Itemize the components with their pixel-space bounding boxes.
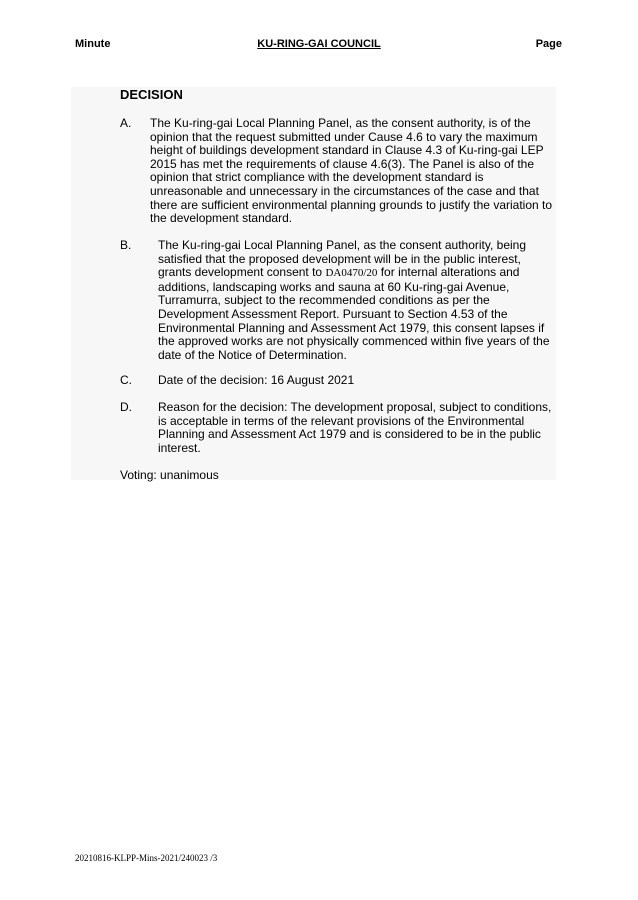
item-letter: A. xyxy=(120,116,132,130)
item-text: Reason for the decision: The development proposal, subject to conditions, is acceptable in terms of the relevant provisions of the Environmental Planning and Assessment Act 1979 and is considered to be in the public interest. xyxy=(158,400,552,455)
item-text-part: for internal alterations and additions, landscaping works and sauna at 60 Ku-ring-gai Avenue, Turramurra, subject to the recommended conditions as per the Development Assessment Report. Pursuant to Section 4.53 of the Environmental Planning and Assessment Act 1979, this consent lapses if the approved works are not physically commenced within five years of the date of the Notice of Determination. xyxy=(158,265,550,362)
document-reference: 20210816-KLPP-Mins-2021/240023 /3 xyxy=(75,853,218,863)
decision-heading: DECISION xyxy=(120,87,183,102)
item-text: Date of the decision: 16 August 2021 xyxy=(158,373,355,387)
item-letter: B. xyxy=(120,238,132,252)
header-minute-label: Minute xyxy=(75,38,111,50)
voting-result: Voting: unanimous xyxy=(120,468,219,482)
header-page-label: Page xyxy=(535,38,562,50)
item-text xyxy=(158,239,558,362)
page-header xyxy=(0,38,638,54)
item-letter: D. xyxy=(120,400,132,414)
header-council-title: KU-RING-GAI COUNCIL xyxy=(257,38,381,50)
item-text-part: The Ku-ring-gai Local Planning Panel, as the consent authority, being satisfied that the proposed development will be in the public interest, grants development consent to xyxy=(158,238,527,280)
item-letter: C. xyxy=(120,373,132,387)
item-text: The Ku-ring-gai Local Planning Panel, as the consent authority, is of the opinion that the request submitted under Cause 4.6 to vary the maximum height of buildings development standard in Clause 4.3 of Ku-ring-gai LEP 2015 has met the requirements of clause 4.6(3). The Panel is also of the opinion that strict compliance with the development standard is unreasonable and unnecessary in the circumstances of the case and that there are sufficient environmental planning grounds to justify the variation to the development standard. xyxy=(150,116,553,226)
da-reference: DA0470/20 xyxy=(325,267,378,280)
